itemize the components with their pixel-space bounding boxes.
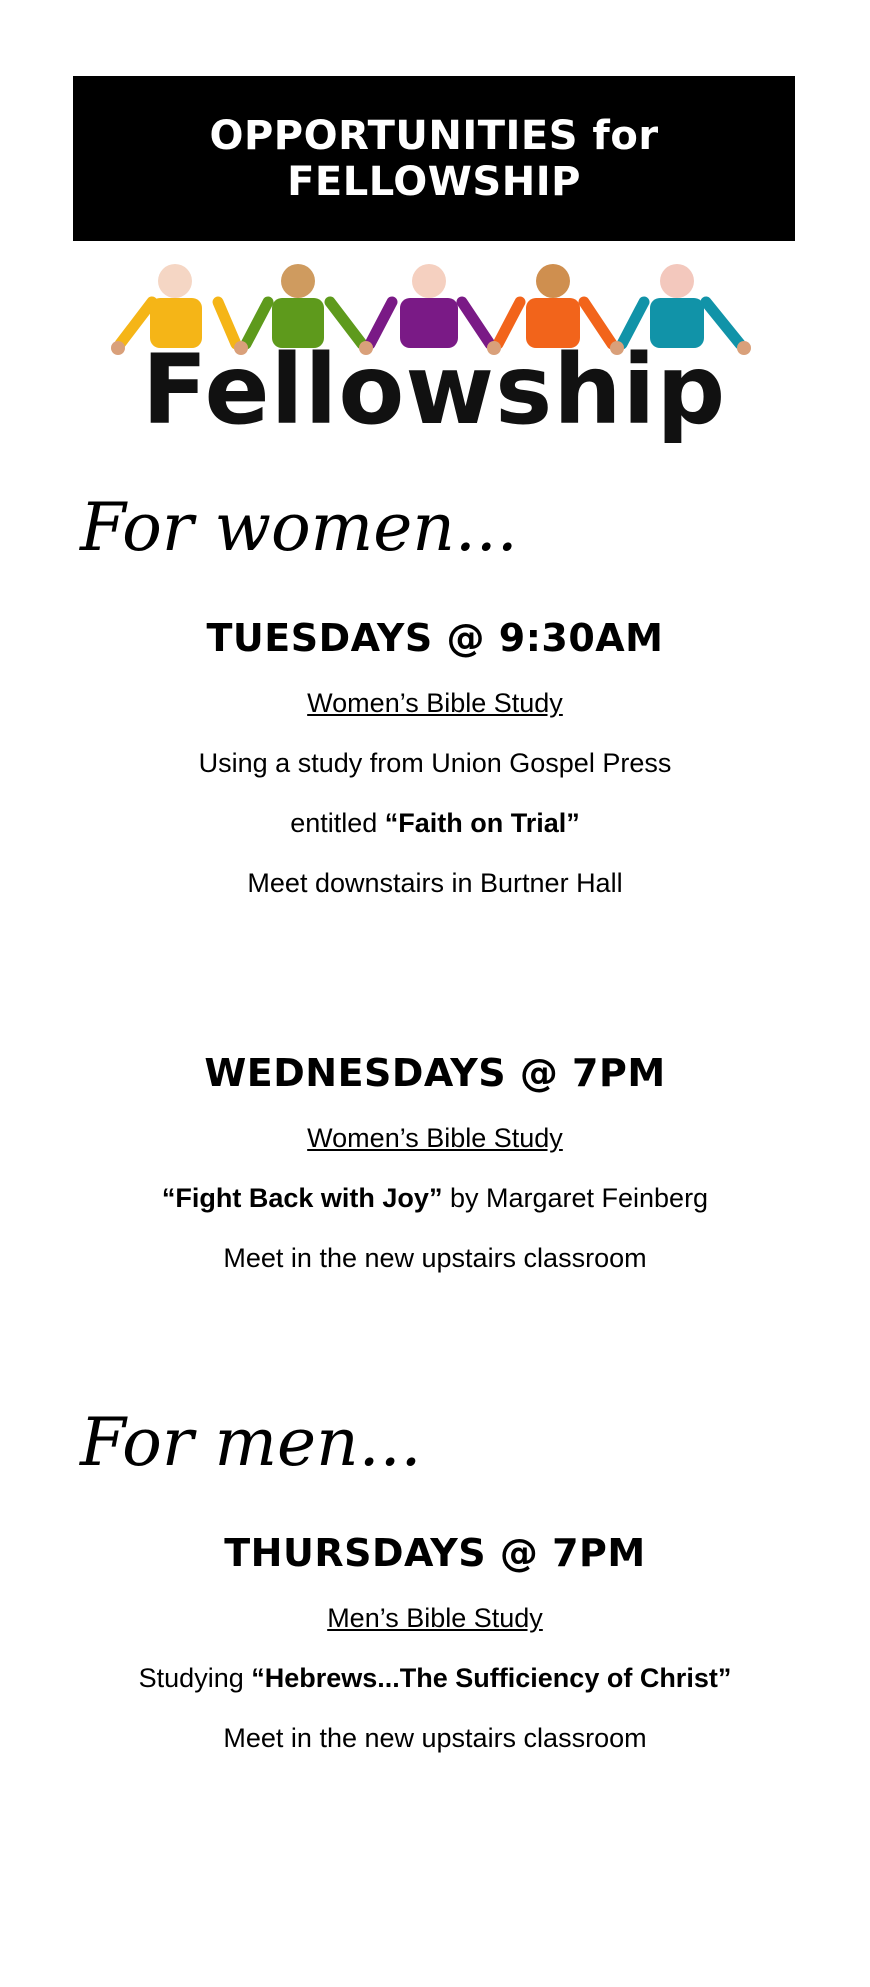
women-section-heading: For women...	[80, 489, 518, 566]
event-location: Meet in the new upstairs classroom	[223, 1243, 647, 1273]
event-study-title-line: Studying “Hebrews...The Sufficiency of Christ”	[138, 1663, 732, 1693]
logo-wordmark: Fellowship	[141, 334, 727, 446]
title-banner	[73, 76, 795, 241]
wednesday-event	[0, 1050, 870, 1274]
event-study-title-line: “Fight Back with Joy” by Margaret Feinberg	[161, 1183, 709, 1213]
event-title: Women’s Bible Study	[307, 688, 563, 718]
event-location: Meet in the new upstairs classroom	[223, 1723, 647, 1753]
event-day-time: TUESDAYS @ 9:30AM	[206, 616, 664, 660]
event-title: Men’s Bible Study	[327, 1603, 543, 1633]
thursday-event	[0, 1530, 870, 1754]
study-title: “Faith on Trial”	[384, 808, 580, 838]
event-description: Using a study from Union Gospel Press	[198, 748, 672, 778]
event-title: Women’s Bible Study	[307, 1123, 563, 1153]
event-day-time: WEDNESDAYS @ 7PM	[204, 1051, 666, 1095]
banner-title-line-2: FELLOWSHIP	[287, 158, 581, 205]
event-day-time: THURSDAYS @ 7PM	[224, 1531, 646, 1575]
tuesday-event	[0, 615, 870, 899]
banner-title-line-1: OPPORTUNITIES for	[209, 112, 659, 159]
event-location: Meet downstairs in Burtner Hall	[247, 868, 623, 898]
event-study-title-line: entitled “Faith on Trial”	[290, 808, 580, 838]
study-title: “Hebrews...The Sufficiency of Christ”	[251, 1663, 732, 1693]
men-section-heading: For men...	[80, 1404, 422, 1481]
study-title: “Fight Back with Joy”	[161, 1183, 443, 1213]
